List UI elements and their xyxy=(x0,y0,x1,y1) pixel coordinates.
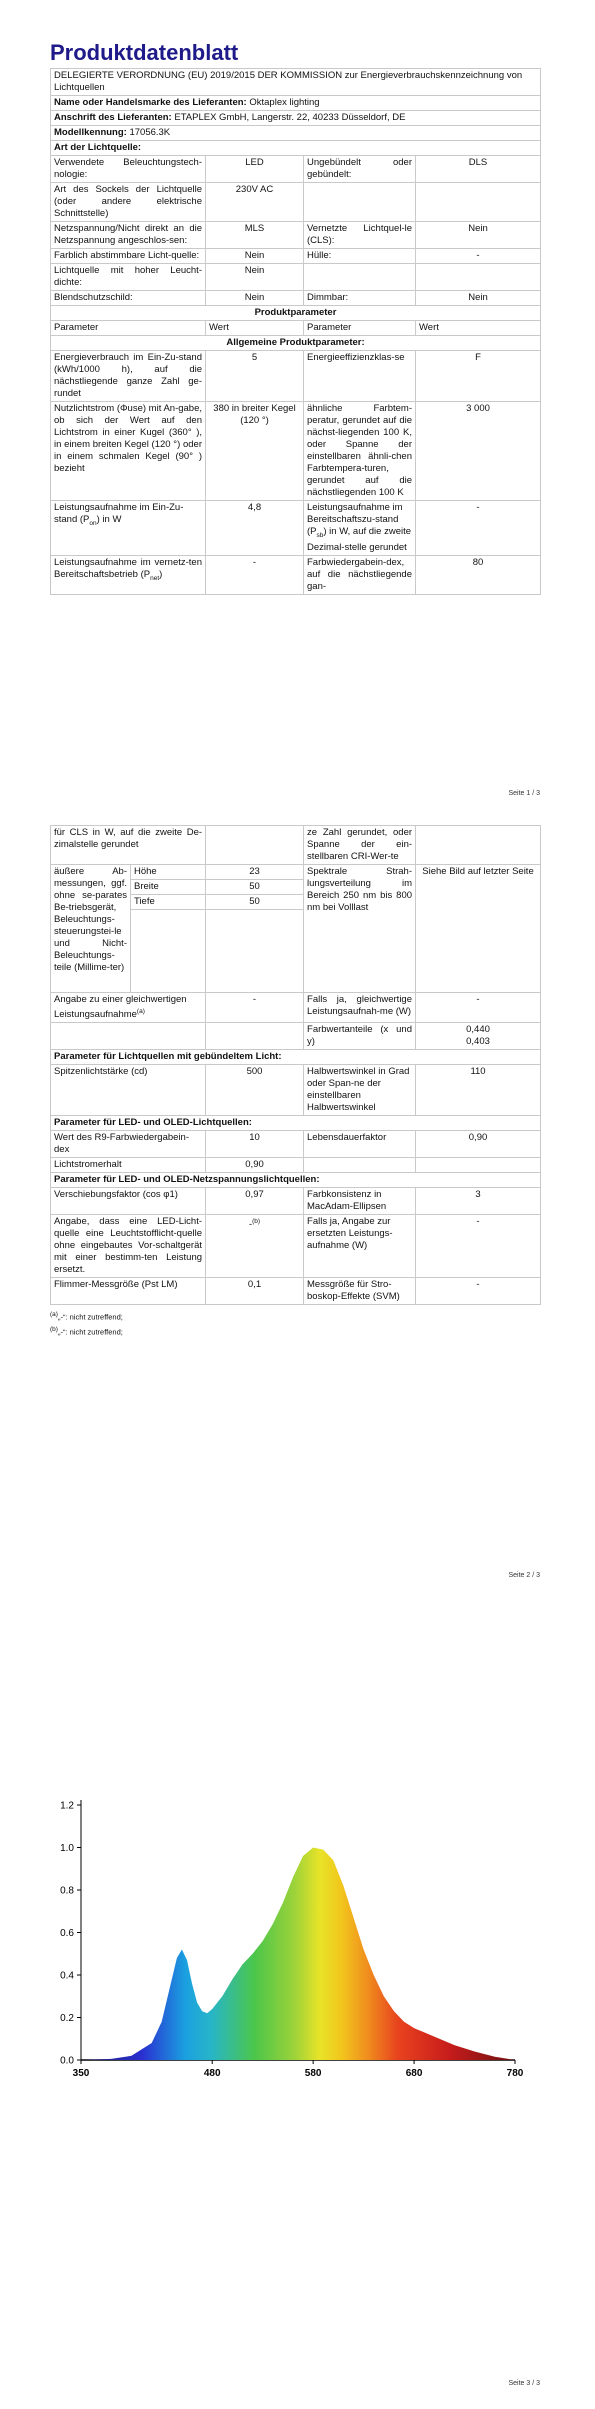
chromaticity-x: 0,440 xyxy=(466,1024,490,1036)
cri-continued: ze Zahl gerundet, oder Spanne der ein-stellbaren CRI-Wer-te xyxy=(304,826,416,865)
column-header: Wert xyxy=(206,321,304,336)
y-tick-label: 0.8 xyxy=(60,1885,74,1897)
mains-heading-row xyxy=(51,1173,541,1188)
height-label: Höhe xyxy=(131,865,206,880)
led-heading-row xyxy=(51,1116,541,1131)
equivalent-power-label: Falls ja, gleichwertige Leistungsaufnah-me (W) xyxy=(304,993,416,1023)
footnote-b-ref: (b) xyxy=(252,1218,261,1226)
dimmable-label: Dimmbar: xyxy=(304,291,416,306)
replacement-power-label: Falls ja, Angabe zur ersetzten Leistungs-aufnahme (W) xyxy=(304,1215,416,1278)
param-row xyxy=(51,351,541,402)
column-header: Parameter xyxy=(304,321,416,336)
empty-cell xyxy=(416,264,541,291)
chromaticity-label: Farbwertanteile (x und y) xyxy=(304,1023,416,1050)
mains-value: MLS xyxy=(206,222,304,249)
replacement-value-text: - xyxy=(248,1219,253,1231)
lumen-maintenance-value: 0,90 xyxy=(206,1158,304,1173)
cls-label: Vernetzte Lichtquel-le (CLS): xyxy=(304,222,416,249)
param-row xyxy=(51,555,541,594)
empty-cell xyxy=(304,1158,416,1173)
address-value: ETAPLEX GmbH, Langerstr. 22, 40233 Düsseldorf, DE xyxy=(174,112,406,123)
page-number: Seite 1 / 3 xyxy=(508,790,540,797)
envelope-value: - xyxy=(416,249,541,264)
type-row xyxy=(51,183,541,222)
r9-value: 10 xyxy=(206,1131,304,1158)
y-tick-label: 1.0 xyxy=(60,1843,74,1854)
flicker-label: Flimmer-Messgröße (Pst LM) xyxy=(51,1278,206,1305)
footnote-a-text: „-“: nicht zutreffend; xyxy=(57,1312,123,1322)
high-luminance-value: Nein xyxy=(206,264,304,291)
flicker-value: 0,1 xyxy=(206,1278,304,1305)
empty-cell xyxy=(416,183,541,222)
technology-label: Verwendete Beleuchtungstech-nologie: xyxy=(51,156,206,183)
spectral-distribution-chart xyxy=(0,1730,595,2150)
param-row xyxy=(51,1188,541,1215)
datasheet-table-page-2 xyxy=(50,825,541,1305)
replacement-power-value: - xyxy=(416,1215,541,1278)
beam-angle-value: 110 xyxy=(416,1065,541,1116)
y-tick-label: 0.2 xyxy=(60,2013,74,2024)
param-header-row xyxy=(51,321,541,336)
equivalent-label-text: Angabe zu einer gleichwertigen Leistungsaufnahme xyxy=(54,994,187,1021)
height-value: 23 xyxy=(206,865,304,880)
network-standby-continued: für CLS in W, auf die zweite De-zimalstelle gerundet xyxy=(51,826,206,865)
empty-cell xyxy=(304,264,416,291)
empty-cell xyxy=(131,910,206,993)
page-1-sheet xyxy=(50,40,540,595)
useful-flux-value: 380 in breiter Kegel (120 °) xyxy=(206,402,304,501)
address-row xyxy=(51,111,541,126)
on-power-value: 4,8 xyxy=(206,501,304,556)
x-tick-label: 780 xyxy=(506,2068,524,2079)
document-title: Produktdatenblatt xyxy=(50,40,239,65)
empty-cell xyxy=(206,910,304,993)
dimensions-label: äußere Ab-messungen, ggf. ohne se-parates Be-triebsgerät, Beleuchtungs-steuerungstei-le und Nicht-Beleuchtungs-teile (Millime-ter) xyxy=(51,865,131,993)
empty-cell xyxy=(206,1023,304,1050)
model-row xyxy=(51,126,541,141)
directional-heading: Parameter für Lichtquellen mit gebündeltem Licht: xyxy=(51,1050,541,1065)
on-power-label-text: Leistungsaufnahme im Ein-Zu-stand (P xyxy=(54,502,184,525)
x-tick-label: 350 xyxy=(72,2068,90,2079)
on-power-subscript: on xyxy=(89,519,97,527)
directional-label: Ungebündelt oder gebündelt: xyxy=(304,156,416,183)
energy-consumption-value: 5 xyxy=(206,351,304,402)
standby-label-unit: ) in W, auf die zweite Dezimal-stelle gerundet xyxy=(307,526,412,553)
directional-heading-row xyxy=(51,1050,541,1065)
directional-value: DLS xyxy=(416,156,541,183)
footnote-a xyxy=(50,1309,540,1324)
mains-heading: Parameter für LED- und OLED-Netzspannungslichtquellen: xyxy=(51,1173,541,1188)
replacement-value xyxy=(206,1215,304,1278)
type-row xyxy=(51,291,541,306)
envelope-label: Hülle: xyxy=(304,249,416,264)
chromaticity-row xyxy=(51,1023,541,1050)
technology-value: LED xyxy=(206,156,304,183)
standby-subscript: sb xyxy=(316,531,324,539)
width-label: Breite xyxy=(131,880,206,895)
glare-value: Nein xyxy=(206,291,304,306)
glare-label: Blendschutzschild: xyxy=(51,291,206,306)
lumen-maintenance-label: Lichtstromerhalt xyxy=(51,1158,206,1173)
cri-label: Farbwiedergabein-dex, auf die nächstliegende gan- xyxy=(304,555,416,594)
footnote-a-ref: (a) xyxy=(136,1008,145,1015)
network-standby-subscript: net xyxy=(150,574,160,582)
dimmable-value: Nein xyxy=(416,291,541,306)
equivalent-row xyxy=(51,993,541,1023)
equivalent-label xyxy=(51,993,206,1023)
param-row xyxy=(51,1131,541,1158)
footnote-b-text: „-“: nicht zutreffend; xyxy=(57,1327,123,1337)
y-tick-label: 1.2 xyxy=(60,1800,74,1812)
type-row xyxy=(51,264,541,291)
x-tick-label: 680 xyxy=(405,2068,423,2079)
x-tick-label: 480 xyxy=(203,2068,221,2079)
tunable-value: Nein xyxy=(206,249,304,264)
type-row xyxy=(51,249,541,264)
network-standby-close: ) xyxy=(159,568,163,580)
series-layer xyxy=(81,1848,515,2061)
mains-label: Netzspannung/Nicht direkt an die Netzspannung angeschlos-sen: xyxy=(51,222,206,249)
colour-consistency-label: Farbkonsistenz in MacAdam-Ellipsen xyxy=(304,1188,416,1215)
width-value: 50 xyxy=(206,880,304,895)
colour-consistency-value: 3 xyxy=(416,1188,541,1215)
param-row xyxy=(51,402,541,501)
dimensions-row xyxy=(51,865,541,880)
footnote-b xyxy=(50,1324,540,1339)
spectral-label: Spektrale Strah-lungsverteilung im Bereich 250 nm bis 800 nm bei Volllast xyxy=(304,865,416,993)
depth-label: Tiefe xyxy=(131,895,206,910)
cct-value: 3 000 xyxy=(416,402,541,501)
product-params-heading-row xyxy=(51,306,541,321)
type-heading-row xyxy=(51,141,541,156)
cls-value: Nein xyxy=(416,222,541,249)
page-2-sheet xyxy=(50,825,540,1338)
chromaticity-y: 0,403 xyxy=(466,1036,490,1048)
on-power-label xyxy=(51,501,206,556)
x-axis xyxy=(73,2060,524,2079)
network-standby-label xyxy=(51,555,206,594)
supplier-label: Name oder Handelsmarke des Lieferanten: xyxy=(54,97,247,108)
type-row xyxy=(51,222,541,249)
footnote-a-mark: (a) xyxy=(50,1311,58,1319)
equivalent-value: - xyxy=(206,993,304,1023)
empty-cell xyxy=(416,826,541,865)
y-tick-label: 0.4 xyxy=(60,1970,74,1982)
cap-type-value: 230V AC xyxy=(206,183,304,222)
survival-factor-label: Lebensdauerfaktor xyxy=(304,1131,416,1158)
cri-value: 80 xyxy=(416,555,541,594)
supplier-value: Oktaplex lighting xyxy=(249,97,320,108)
empty-cell xyxy=(416,1158,541,1173)
beam-angle-label: Halbwertswinkel in Grad oder Span-ne der einstellbaren Halbwertswinkel xyxy=(304,1065,416,1116)
model-label: Modellkennung: xyxy=(54,127,127,138)
x-tick-label: 580 xyxy=(304,2068,322,2079)
continuation-row xyxy=(51,826,541,865)
address-label: Anschrift des Lieferanten: xyxy=(54,112,172,123)
supplier-row xyxy=(51,96,541,111)
param-row xyxy=(51,1158,541,1173)
empty-cell xyxy=(51,1023,206,1050)
product-params-heading: Produktparameter xyxy=(51,306,541,321)
regulation-text: DELEGIERTE VERORDNUNG (EU) 2019/2015 DER KOMMISSION zur Energieverbrauchskennzeichnung von Lichtquellen xyxy=(51,69,541,96)
standby-value: - xyxy=(416,501,541,556)
r9-label: Wert des R9-Farbwiedergabein-dex xyxy=(51,1131,206,1158)
page-number: Seite 2 / 3 xyxy=(508,1572,540,1579)
page-3 xyxy=(0,1600,595,2409)
energy-consumption-label: Energieverbrauch im Ein-Zu-stand (kWh/1000 h), auf die nächstliegende ganze Zahl ge-rundet xyxy=(51,351,206,402)
network-standby-text: Leistungsaufnahme im vernetz-ten Bereitschaftsbetrieb (P xyxy=(54,556,202,580)
footnote-b-mark: (b) xyxy=(50,1325,58,1333)
empty-cell xyxy=(304,183,416,222)
replacement-label: Angabe, dass eine LED-Licht-quelle eine Leuchtstofflicht-quelle ohne eingebautes Vor-schaltgerät mit einer bestimm-ten Leistung ersetzt. xyxy=(51,1215,206,1278)
standby-label-text: Leistungsaufnahme im Bereitschaftszu-stand (P xyxy=(307,502,403,537)
datasheet-table-page-1 xyxy=(50,68,541,595)
column-header: Wert xyxy=(416,321,541,336)
param-row xyxy=(51,1215,541,1278)
peak-intensity-value: 500 xyxy=(206,1065,304,1116)
page-number: Seite 3 / 3 xyxy=(508,2380,540,2387)
type-heading: Art der Lichtquelle: xyxy=(51,141,541,156)
type-row xyxy=(51,156,541,183)
led-heading: Parameter für LED- und OLED-Lichtquellen: xyxy=(51,1116,541,1131)
standby-label xyxy=(304,501,416,556)
stroboscopic-label: Messgröße für Stro-boskop-Effekte (SVM) xyxy=(304,1278,416,1305)
tunable-label: Farblich abstimmbare Licht-quelle: xyxy=(51,249,206,264)
param-row xyxy=(51,501,541,556)
param-row xyxy=(51,1278,541,1305)
survival-factor-value: 0,90 xyxy=(416,1131,541,1158)
cap-type-label: Art des Sockels der Lichtquelle (oder andere elektrische Schnittstelle) xyxy=(51,183,206,222)
y-tick-label: 0.0 xyxy=(60,2055,74,2067)
general-heading: Allgemeine Produktparameter: xyxy=(51,336,541,351)
chromaticity-value xyxy=(416,1023,541,1050)
power-factor-label: Verschiebungsfaktor (cos φ1) xyxy=(51,1188,206,1215)
network-standby-value: - xyxy=(206,555,304,594)
empty-cell xyxy=(206,826,304,865)
page-1 xyxy=(0,0,595,800)
param-row xyxy=(51,1065,541,1116)
cct-label: ähnliche Farbtem-peratur, gerundet auf die nächst-liegenden 100 K, oder Spanne der einstellbaren ähnli-chen Farbtempera-turen, gerundet auf die nächstliegenden 100 K xyxy=(304,402,416,501)
depth-value: 50 xyxy=(206,895,304,910)
y-tick-label: 0.6 xyxy=(60,1928,74,1939)
on-power-label-unit: ) in W xyxy=(96,514,122,525)
energy-class-label: Energieeffizienzklas-se xyxy=(304,351,416,402)
column-header: Parameter xyxy=(51,321,206,336)
model-value: 17056.3K xyxy=(129,127,171,138)
useful-flux-label: Nutzlichtstrom (Φuse) mit An-gabe, ob sich der Wert auf den Lichtstrom in einer Kugel (360° ), in einem breiten Kegel (120 °) oder in einem schmalen Kegel (90° ) bezieht xyxy=(51,402,206,501)
spectrum-area xyxy=(81,1848,515,2061)
page-2 xyxy=(0,800,595,1600)
y-axis xyxy=(60,1800,81,2067)
energy-class-value: F xyxy=(416,351,541,402)
equivalent-power-value: - xyxy=(416,993,541,1023)
peak-intensity-label: Spitzenlichtstärke (cd) xyxy=(51,1065,206,1116)
spectral-value: Siehe Bild auf letzter Seite xyxy=(416,865,541,993)
power-factor-value: 0,97 xyxy=(206,1188,304,1215)
stroboscopic-value: - xyxy=(416,1278,541,1305)
general-heading-row xyxy=(51,336,541,351)
high-luminance-label: Lichtquelle mit hoher Leucht-dichte: xyxy=(51,264,206,291)
regulation-row xyxy=(51,69,541,96)
